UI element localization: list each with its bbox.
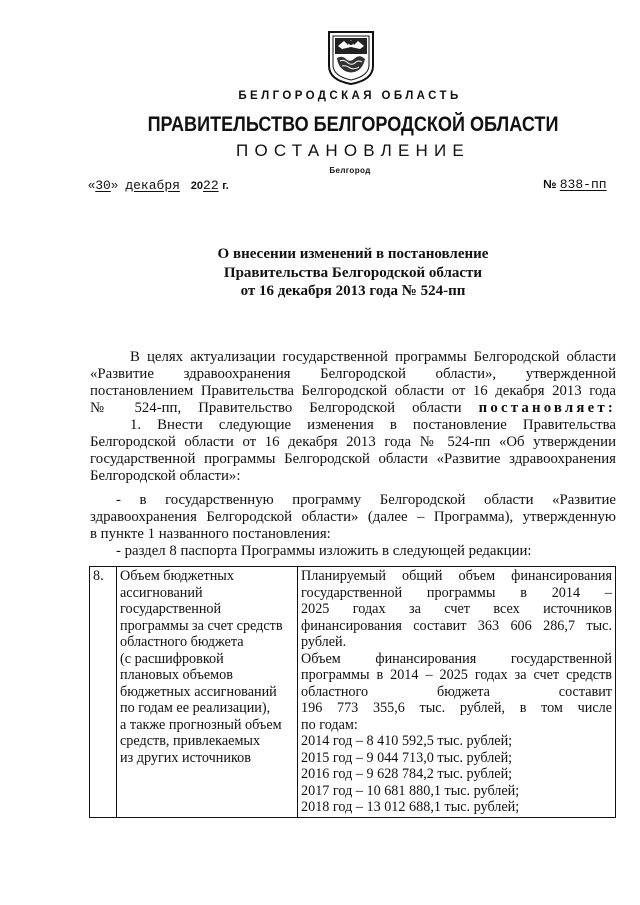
row-number: 8. [93, 568, 104, 584]
cell-line: 2025 годах за счет всех источников [301, 601, 612, 617]
body-line: здравоохранения Белгородской области» (далее – Программа), утвержденную [90, 509, 616, 525]
date-year-suffix: 22 [203, 178, 219, 193]
number-value: 838-пп [559, 177, 607, 192]
cell-line: по годам ее реализации), [120, 700, 271, 716]
cell-line: 2014 год – 8 410 592,5 тыс. рублей; [301, 733, 513, 749]
cell-line: из других источников [120, 749, 251, 766]
body-line: - в государственную программу Белгородской области «Развитие [116, 492, 616, 508]
cell-line: государственной [120, 601, 222, 617]
government-title: ПРАВИТЕЛЬСТВО БЕЛГОРОДСКОЙ ОБЛАСТИ [147, 113, 559, 136]
date-year-prefix: 20 [190, 180, 204, 192]
cell-line: средств, привлекаемых [120, 733, 261, 749]
cell-line: бюджетных ассигнований [120, 683, 277, 700]
cell-line: 2015 год – 9 044 713,0 тыс. рублей; [301, 749, 513, 766]
body-line: государственной программы Белгородской области «Развитие здравоохранения [90, 451, 616, 467]
date-day: 30 [95, 178, 111, 193]
date-suffix: г. [222, 180, 229, 192]
cell-line: государственной программы в 2014 – [301, 584, 612, 601]
cell-line: (с расшифровкой [120, 650, 224, 667]
body-line: в пункте 1 названного постановления: [90, 526, 331, 542]
cell-line: областного бюджета составит [301, 683, 612, 700]
program-passport-table [89, 566, 616, 818]
body-line: Белгородской области от 16 декабря 2013 года № 524-пп «Об утверждении [90, 434, 616, 450]
row-title-cell [117, 567, 298, 818]
row-value-cell [298, 567, 616, 818]
body-line [90, 400, 616, 417]
cell-line: рублей. [301, 634, 347, 650]
cell-line: ассигнований [120, 584, 203, 601]
document-date [88, 177, 229, 193]
resolution-word: постановляет: [478, 400, 616, 416]
date-month: декабря [125, 178, 180, 193]
coat-of-arms-icon [326, 28, 376, 86]
body-line: Белгородской области»: [90, 468, 241, 484]
cell-line: а также прогнозный объем [120, 716, 282, 733]
row-number-cell [90, 567, 117, 818]
body-line: 1. Внести следующие изменения в постановление Правительства [130, 417, 616, 433]
body-line: - раздел 8 паспорта Программы изложить в следующей редакции: [116, 543, 532, 559]
region-name: БЕЛГОРОДСКАЯ ОБЛАСТЬ [238, 90, 462, 102]
body-text: № 524-пп, Правительство Белгородской области [90, 400, 462, 416]
cell-line: областного бюджета [120, 634, 244, 650]
cell-line: финансирования составит 363 606 286,7 тыс. [301, 617, 612, 634]
city-name: Белгород [329, 166, 371, 175]
body-line: «Развитие здравоохранения Белгородской области», утвержденной [90, 366, 616, 382]
body-line: постановлением Правительства Белгородской области от 16 декабря 2013 года [90, 383, 616, 399]
cell-line: программы за счет средств [120, 617, 283, 634]
document-subject [0, 245, 640, 301]
date-close-quote: » [110, 177, 119, 192]
cell-line: плановых объемов [120, 667, 233, 683]
subject-line: Правительства Белгородской области [223, 264, 483, 281]
subject-line: О внесении изменений в постановление [217, 246, 489, 262]
cell-line: 196 773 355,6 тыс. рублей, в том числе [301, 700, 612, 716]
cell-line: 2016 год – 9 628 784,2 тыс. рублей; [301, 766, 513, 782]
cell-line: 2018 год – 13 012 688,1 тыс. рублей; [301, 799, 520, 815]
number-prefix: № [543, 177, 557, 191]
document-number [543, 177, 607, 192]
cell-line: 2017 год – 10 681 880,1 тыс. рублей; [301, 782, 520, 799]
cell-line: программы в 2014 – 2025 годах за счет средств [301, 667, 612, 683]
cell-line: Планируемый общий объем финансирования [301, 568, 612, 584]
body-line: В целях актуализации государственной программы Белгородской области [130, 349, 616, 365]
cell-line: Объем финансирования государственной [301, 650, 612, 667]
date-open-quote: « [88, 177, 96, 192]
cell-line: по годам: [301, 716, 358, 733]
table-row [90, 567, 616, 818]
document-type: ПОСТАНОВЛЕНИЕ [236, 141, 470, 160]
subject-line: от 16 декабря 2013 года № 524-пп [240, 283, 466, 299]
cell-line: Объем бюджетных [120, 568, 234, 584]
